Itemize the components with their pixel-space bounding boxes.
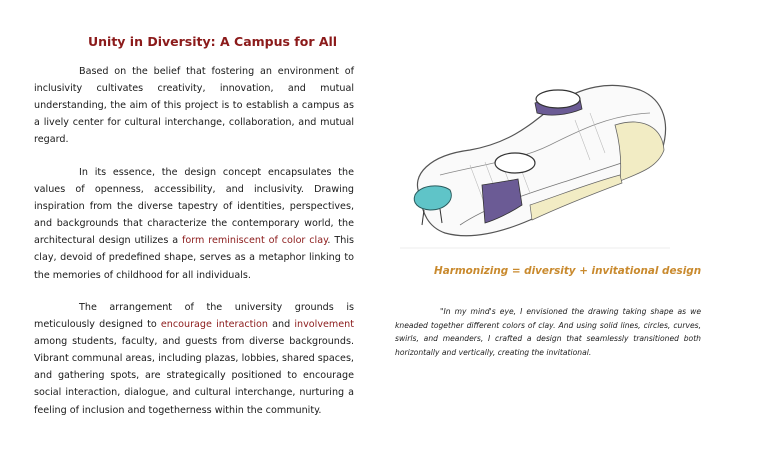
- campus-sketch: [400, 55, 685, 250]
- paragraph-belief-text: Based on the belief that fostering an environment of inclusivity cultivates creativity, innovation, and mutual understanding, the aim of this project is to establish a campus as a lively center for cultural interchange, collaboration, and mutual regard.: [34, 66, 354, 146]
- sketch-top-oval: [536, 90, 580, 108]
- paragraph-arrangement-text-c: among students, faculty, and guests from diverse backgrounds. Vibrant communal areas, including plazas, lobbies, shared spaces, and gathering spots, are strategically positioned to encourage social interaction, dialogue, and cultural interchange, nurturing a feeling of inclusion and togetherness within the community.: [34, 336, 354, 416]
- paragraph-arrangement-text-b: and: [267, 319, 295, 331]
- paragraph-design-text-a: In its essence, the design concept encapsulates the values of openness, accessibility, and inclusivity. Drawing inspiration from the diverse tapestry of identities, perspectives, and backgrounds that characterize the contemporary world, the architectural design utilizes a: [34, 167, 354, 247]
- highlight-encourage-interaction: encourage interaction: [160, 319, 268, 331]
- paragraph-design-concept: [34, 164, 354, 284]
- paragraph-arrangement: [34, 299, 354, 419]
- paragraph-design-text-b: . This clay, devoid of predefined shape, serves as a metaphor linking to the memories of childhood for all individuals.: [34, 235, 354, 281]
- paragraph-arrangement-text-a: The arrangement of the university grounds is meticulously designed to: [34, 302, 354, 331]
- paragraph-belief: [34, 63, 354, 148]
- designer-quote: "In my mind's eye, I envisioned the drawing taking shape as we kneaded together different colors of clay. And using solid lines, circles, curves, swirls, and meanders, I crafted a design that seamlessly transitioned both horizontally and vertically, creating the invitational.: [395, 307, 701, 357]
- highlight-involvement: involvement: [294, 319, 354, 331]
- sketch-caption: Harmonizing = diversity + invitational design: [434, 265, 702, 277]
- page-title: Unity in Diversity: A Campus for All: [88, 34, 338, 49]
- highlight-color-clay: form reminiscent of color clay: [182, 235, 328, 247]
- sketch-yellow-panel: [615, 122, 664, 181]
